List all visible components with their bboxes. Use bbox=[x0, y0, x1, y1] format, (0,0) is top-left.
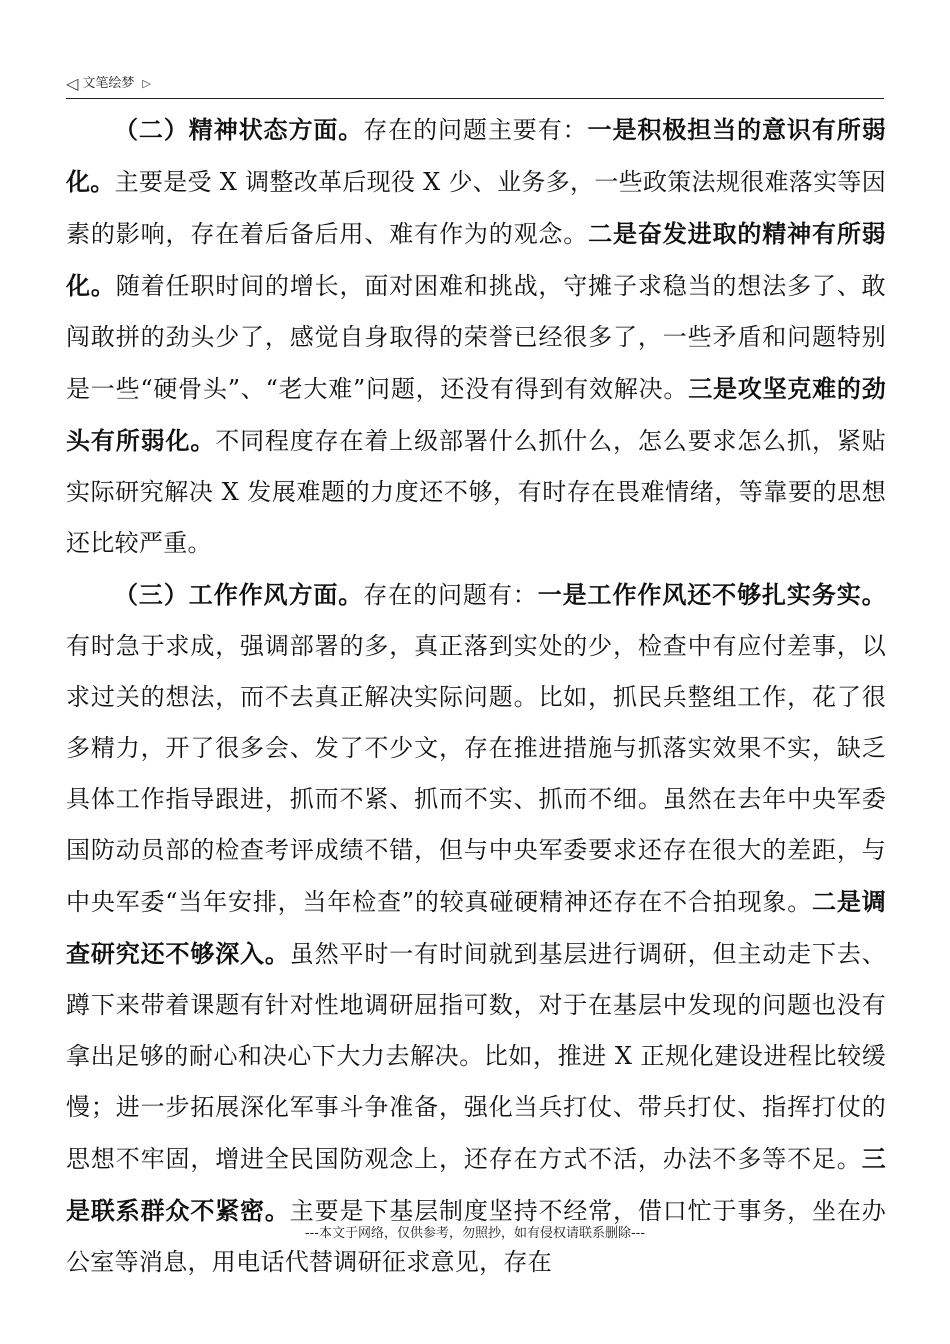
footer-disclaimer: ---本文于网络，仅供参考，勿照抄，如有侵权请联系删除--- bbox=[304, 1226, 646, 1241]
section-heading: （二）精神状态方面。 bbox=[114, 115, 364, 144]
page-header bbox=[66, 74, 884, 98]
point-heading: 一是积极担当的意识有所弱化。 bbox=[66, 115, 886, 196]
point-heading: 二是奋发进取的精神有所弱化。 bbox=[66, 219, 886, 300]
text-run: 不同程度存在着上级部署什么抓什么，怎么要求怎么抓，紧贴实际研究解决 X 发展难题的力度还不够，有时存在畏难情绪，等靠要的思想还比较严重。 bbox=[66, 427, 886, 557]
text-run: 有时急于求成，强调部署的多，真正落到实处的少，检查中有应付差事，以求过关的想法，而不去真正解决实际问题。比如，抓民兵整组工作，花了很多精力，开了很多会、发了不少文，存在推进措施与抓落实效果不实，缺乏具体工作指导跟进，抓而不紧、抓而不实、抓而不细。虽然在去年中央军委国防动员部的检查考评成绩不错，但与中央军委要求还存在很大的差距，与中央军委“当年安排，当年检查”的较真碰硬精神还存在不合拍现象。 bbox=[66, 632, 886, 916]
triangle-right-icon: ▷ bbox=[142, 77, 151, 90]
text-run: 存在的问题有： bbox=[363, 581, 538, 609]
point-heading: 三是攻坚克难的劲头有所弱化。 bbox=[66, 374, 886, 455]
section-heading: （三）工作作风方面。 bbox=[114, 580, 364, 609]
triangle-left-icon: ◁ bbox=[66, 74, 79, 93]
paragraph-work-style bbox=[66, 569, 886, 1288]
paragraph-mental-state bbox=[66, 104, 886, 569]
document-body bbox=[66, 104, 886, 1288]
text-run: 存在的问题主要有： bbox=[363, 116, 588, 144]
text-run: 随着任职时间的增长，面对困难和挑战，守摊子求稳当的想法多了、敢闯敢拼的劲头少了，感觉自身取得的荣誉已经很多了，一些矛盾和问题特别是一些“硬骨头”、“老大难”问题，还没有得到有效解决。 bbox=[66, 272, 886, 403]
text-run: 主要是下基层制度坚持不经常，借口忙于事务，坐在办公室等消息，用电话代替调研征求意见，存在 bbox=[66, 1197, 886, 1276]
point-heading: 二是调查研究还不够深入。 bbox=[66, 887, 886, 968]
header-rule bbox=[66, 98, 884, 99]
header-brand bbox=[66, 74, 151, 94]
brand-name: 文笔绘梦 bbox=[82, 76, 135, 91]
text-run: 主要是受 X 调整改革后现役 X 少、业务多，一些政策法规很难落实等因素的影响，存在着后备后用、难有作为的观念。 bbox=[66, 168, 887, 248]
point-heading: 一是工作作风还不够扎实务实。 bbox=[537, 580, 886, 609]
point-heading: 三是联系群众不紧密。 bbox=[66, 1144, 886, 1225]
text-run: 虽然平时一有时间就到基层进行调研，但主动走下去、蹲下来带着课题有针对性地调研屈指可数，对于在基层中发现的问题也没有拿出足够的耐心和决心下大力去解决。比如，推进 X 正规化建设进程比较缓慢；进一步拓展深化军事斗争准备，强化当兵打仗、带兵打仗、指挥打仗的思想不牢固，增进全民国防观念上，还存在方式不活，办法不多等不足。 bbox=[66, 940, 886, 1173]
